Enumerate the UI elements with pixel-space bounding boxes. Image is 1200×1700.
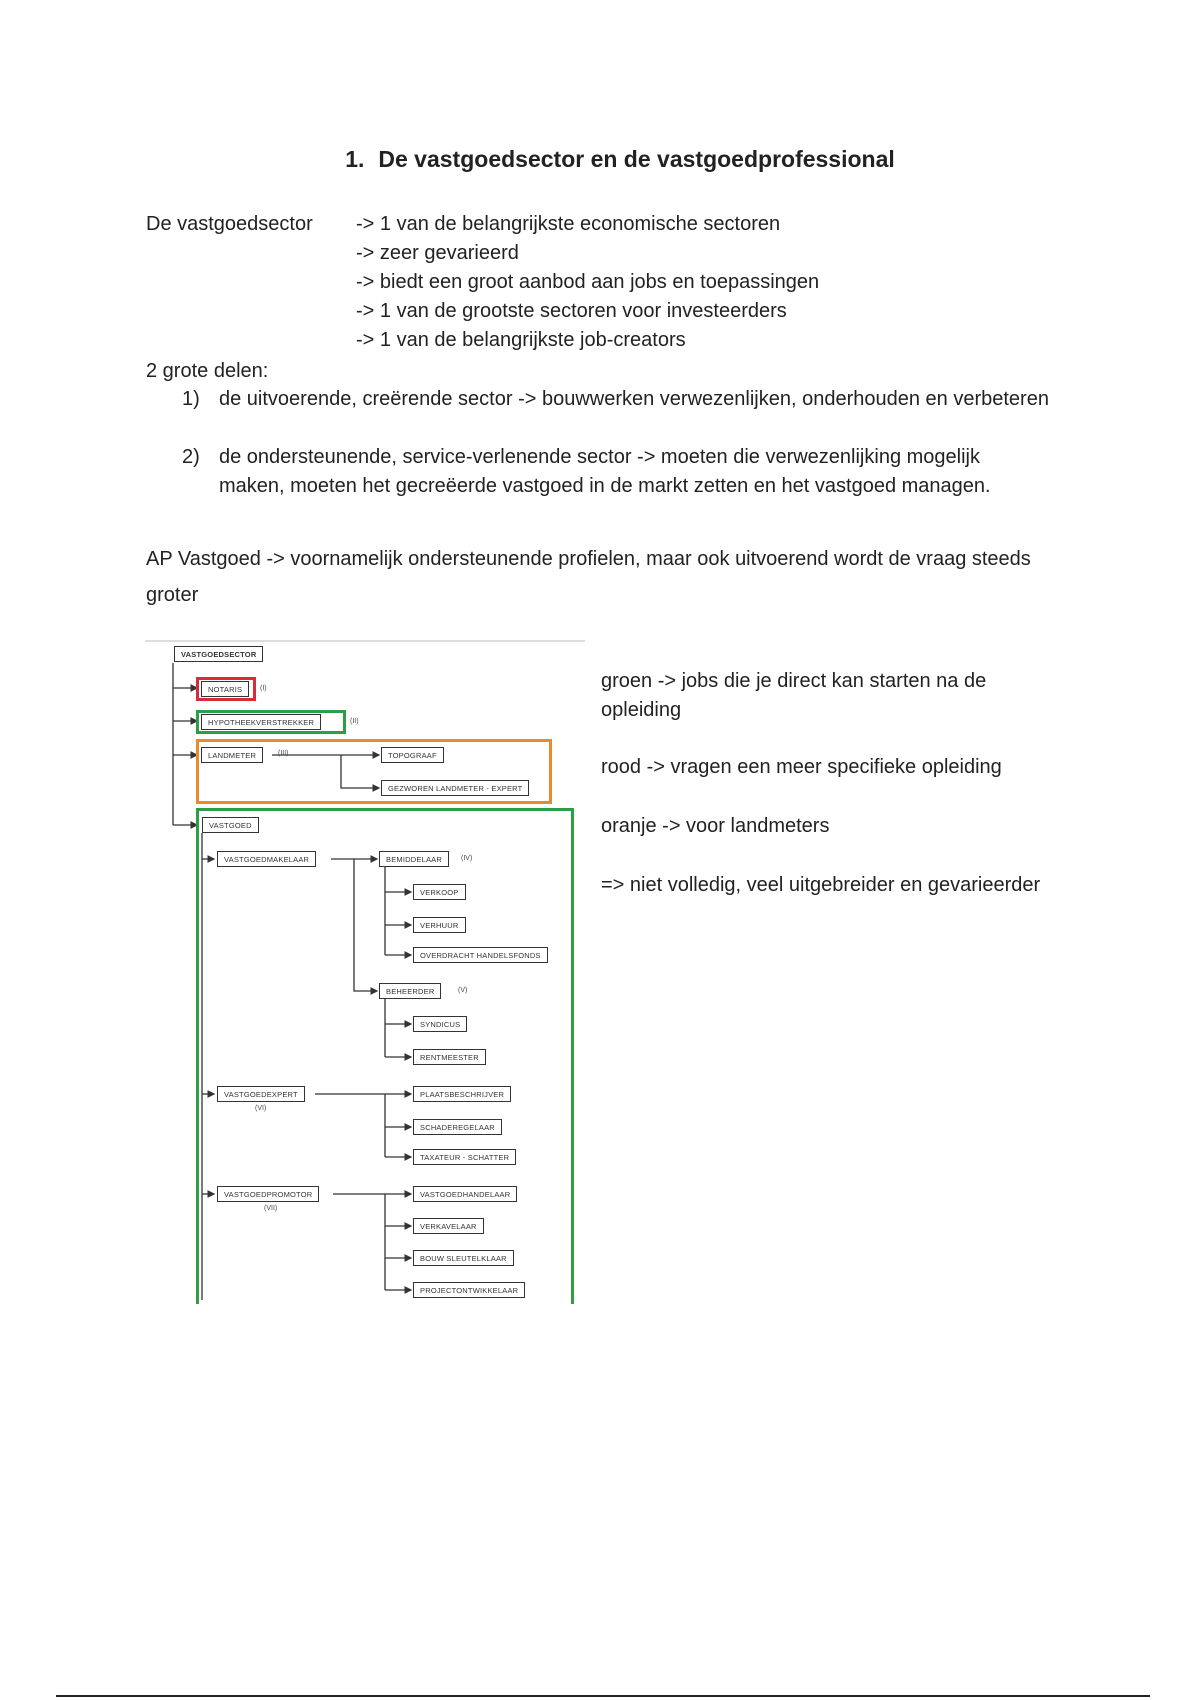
node-verhuur: VERHUUR [413,917,466,933]
sector-point: -> biedt een groot aanbod aan jobs en toepassingen [356,271,820,293]
sector-label: De vastgoedsector [146,213,313,235]
sector-point: -> 1 van de belangrijkste economische sectoren [356,213,781,235]
org-chart [145,640,585,1305]
node-bouw-sleutelklaar: BOUW SLEUTELKLAAR [413,1250,514,1266]
node-projectontwikkelaar: PROJECTONTWIKKELAAR [413,1282,525,1298]
node-beheerder: BEHEERDER [379,983,441,999]
node-topograaf: TOPOGRAAF [381,747,444,763]
legend-red: rood -> vragen een meer specifieke opleiding [601,756,1002,778]
roman-numeral: (II) [350,718,359,725]
node-verkavelaar: VERKAVELAAR [413,1218,484,1234]
sector-point: -> 1 van de belangrijkste job-creators [356,329,686,351]
parts-label: 2 grote delen: [146,360,269,382]
roman-numeral: (I) [260,685,267,692]
node-syndicus: SYNDICUS [413,1016,467,1032]
green-frame-vastgoed [196,808,574,1304]
node-bemiddelaar: BEMIDDELAAR [379,851,449,867]
node-notaris: NOTARIS [201,681,249,697]
roman-numeral: (IV) [461,855,473,862]
roman-numeral: (V) [458,987,468,994]
node-landmeter: LANDMETER [201,747,263,763]
roman-numeral: (VII) [264,1205,278,1212]
sector-point: -> zeer gevarieerd [356,242,519,264]
sector-points [356,210,819,355]
page-title [0,146,1200,173]
node-schaderegelaar: SCHADEREGELAAR [413,1119,502,1135]
part-number: 2) [182,446,200,468]
title-number: 1. [345,146,365,172]
node-taxateur-schatter: TAXATEUR - SCHATTER [413,1149,516,1165]
title-text: De vastgoedsector en de vastgoedprofessional [378,146,895,172]
roman-numeral: (VI) [255,1105,267,1112]
legend-orange: oranje -> voor landmeters [601,815,830,837]
footer-divider [56,1695,1150,1697]
legend-green: groen -> jobs die je direct kan starten na de opleiding [601,670,987,721]
roman-numeral: (III) [278,750,289,757]
node-plaatsbeschrijver: PLAATSBESCHRIJVER [413,1086,511,1102]
part-text: de uitvoerende, creërende sector -> bouwwerken verwezenlijken, onderhouden en verbeteren [219,388,1049,410]
node-rentmeester: RENTMEESTER [413,1049,486,1065]
node-vastgoedexpert: VASTGOEDEXPERT [217,1086,305,1102]
node-gezworen-landmeter: GEZWOREN LANDMETER - EXPERT [381,780,529,796]
node-vastgoedsector: VASTGOEDSECTOR [174,646,263,662]
part-number: 1) [182,388,200,410]
sector-point: -> 1 van de grootste sectoren voor investeerders [356,300,787,322]
node-vastgoed: VASTGOED [202,817,259,833]
ap-note: AP Vastgoed -> voornamelijk ondersteunende profielen, maar ook uitvoerend wordt de vraag steeds groter [146,548,1031,606]
legend-note: => niet volledig, veel uitgebreider en gevarieerder [601,874,1041,896]
part-text: de ondersteunende, service-verlenende sector -> moeten die verwezenlijking mogelijk maken, moeten het gecreëerde vastgoed in de markt zetten en het vastgoed managen. [219,446,991,497]
node-verkoop: VERKOOP [413,884,466,900]
node-hypotheekverstrekker: HYPOTHEEKVERSTREKKER [201,714,321,730]
node-vastgoedhandelaar: VASTGOEDHANDELAAR [413,1186,517,1202]
node-overdracht-handelsfonds: OVERDRACHT HANDELSFONDS [413,947,548,963]
node-vastgoedpromotor: VASTGOEDPROMOTOR [217,1186,319,1202]
node-vastgoedmakelaar: VASTGOEDMAKELAAR [217,851,316,867]
